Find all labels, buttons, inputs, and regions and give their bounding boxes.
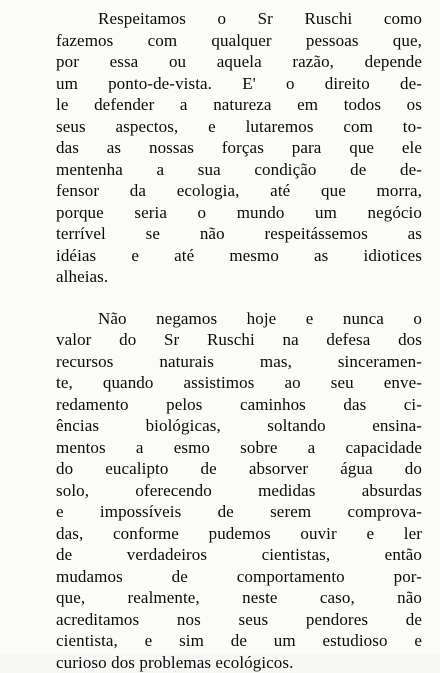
text-line: solo, oferecendo medidas absurdas	[56, 480, 422, 502]
text-line: e impossíveis de serem comprova-	[56, 501, 422, 523]
text-line: um ponto-de-vista. E' o direito de-	[56, 73, 422, 95]
text-line: curioso dos problemas ecológicos.	[56, 652, 422, 673]
text-line: valor do Sr Ruschi na defesa dos	[56, 329, 422, 351]
text-line: fensor da ecologia, até que morra,	[56, 180, 422, 202]
text-line: idéias e até mesmo as idiotices	[56, 245, 422, 267]
text-line: seus aspectos, e lutaremos com to-	[56, 116, 422, 138]
text-line: terrível se não respeitássemos as	[56, 223, 422, 245]
text-line: ências biológicas, soltando ensina-	[56, 415, 422, 437]
article-text	[56, 8, 422, 673]
text-line: das as nossas forças para que ele	[56, 137, 422, 159]
text-line: recursos naturais mas, sinceramen-	[56, 351, 422, 373]
text-line: das, conforme pudemos ouvir e ler	[56, 523, 422, 545]
text-line: de verdadeiros cientistas, então	[56, 544, 422, 566]
text-line: fazemos com qualquer pessoas que,	[56, 30, 422, 52]
paragraph-1	[56, 8, 422, 288]
text-line: mentos a esmo sobre a capacidade	[56, 437, 422, 459]
paragraph-2	[56, 308, 422, 673]
text-line: Não negamos hoje e nunca o	[56, 308, 422, 330]
text-line: porque seria o mundo um negócio	[56, 202, 422, 224]
text-line: le defender a natureza em todos os	[56, 94, 422, 116]
text-line: por essa ou aquela razão, depende	[56, 51, 422, 73]
text-line: do eucalipto de absorver água do	[56, 458, 422, 480]
text-line: Respeitamos o Sr Ruschi como	[56, 8, 422, 30]
text-line: mentenha a sua condição de de-	[56, 159, 422, 181]
text-line: redamento pelos caminhos das ci-	[56, 394, 422, 416]
text-line: alheias.	[56, 266, 422, 288]
text-line: mudamos de comportamento por-	[56, 566, 422, 588]
text-line: acreditamos nos seus pendores de	[56, 609, 422, 631]
text-line: te, quando assistimos ao seu enve-	[56, 372, 422, 394]
text-line: cientista, e sim de um estudioso e	[56, 630, 422, 652]
text-line: que, realmente, neste caso, não	[56, 587, 422, 609]
